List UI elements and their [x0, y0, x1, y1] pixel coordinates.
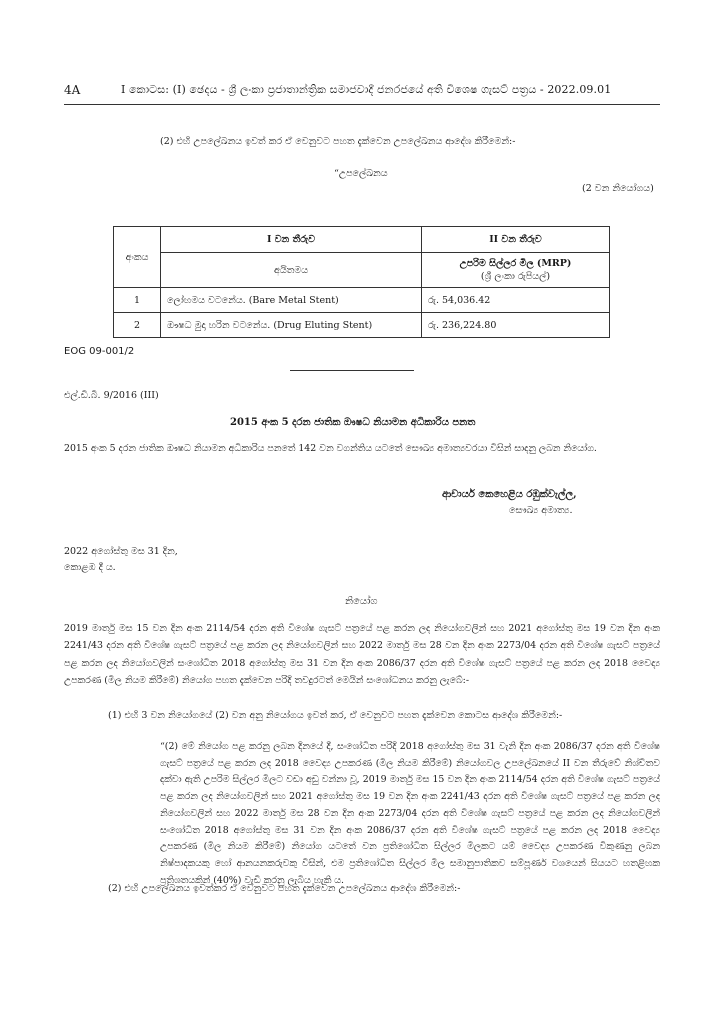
act-heading: 2015 අංක 5 දරන ජාතික ඖෂධ නියාමන අධිකාරිය පනත [230, 417, 476, 428]
section-separator [290, 370, 414, 371]
table-row [114, 288, 610, 313]
act-intro: 2015 අංක 5 දරන ජාතික ඖෂධ නියාමන අධිකාරිය පනතේ 142 වන වගන්තිය යටතේ සෞඛ්‍ය අමාත්‍යවරයා විසින් සාදනු ලබන නියෝග. [64, 443, 597, 454]
table-row [114, 313, 610, 338]
schedule-reference: (2 වන නියෝගය) [582, 183, 654, 194]
subheader-price-line2: (ශ්‍රී ලංකා රුපියල්) [480, 271, 551, 282]
subheader-price-line1: උපරිම සිල්ලර මිල (MRP) [459, 258, 572, 269]
date-line: 2022 අගෝස්තු මස 31 දින, [64, 546, 178, 557]
row-item: ලෝහමය වටනේය. (Bare Metal Stent) [161, 288, 422, 313]
price-table [113, 226, 610, 338]
header-rule [64, 104, 660, 105]
amendment-item-1: (1) එහි 3 වන නියෝගයේ (2) වන අනු නියෝගය ඉවත් කර, ඒ වෙනුවට පහත දැක්වෙන කොටස ආදේශ කිරීමෙන්:- [108, 710, 563, 721]
quoted-subregulation: “(2) මේ නියෝග පළ කරනු ලබන දිනයේ දී, සංශෝධිත පරිදි 2018 අගෝස්තු මස 31 වැනි දින අංක 2086/37 දරන අති විශේෂ ගැසට් පත්‍රයේ පළ කරන ලද 2018 වෛද්‍ය උපකරණ (මිල නියම කිරීමේ) නියෝගවල උපලේඛනයේ II වන තීරුවේ නිශ්චිතව දක්වා ඇති උපරිම සිල්ලර මිලට වඩා අඩු වන්නා වූ, 2019 මාර්තු මස 15 වන දින අංක 2114/54 දරන අති විශේෂ ගැසට් පත්‍රයේ පළ කරන ලද නියෝගවලින් සහ 2021 අගෝස්තු මස 19 වන දින අංක 2241/43 දරන අති විශේෂ ගැසට් පත්‍රයේ පළ කරන ලද නියෝගවලින් සහ 2022 මාර්තු මස 28 වන දින අංක 2273/04 දරන අති විශේෂ ගැසට් පත්‍රයේ පළ කරන ලද නියෝගවලින් සංශෝධිත 2018 අගෝස්තු මස 31 වන දින අංක 2086/37 දරන අති විශේෂ ගැසට් පත්‍රයේ පළ කරන ලද 2018 වෛද්‍ය උපකරණ (මිල නියම කිරීමේ) නියෝග යටතේ වන ප්‍රතිශෝධිත සිල්ලර මිලකට යම් වෛද්‍ය උපකරණ විකුණනු ලබන නිෂ්පාදකයකු හෝ ආනයනකරුවකු විසින්, එම ප්‍රතිශෝධිත සිල්ලර මිල සමානුපාතිකව සම්පූර්ණ වශයෙන් සියයට හතළිහක ප්‍රතිශතයකින් (40%) වැඩි කරනු ලැබිය හැකි ය. [160, 741, 660, 886]
subheader-item: අයිතමය [161, 253, 422, 288]
row-number: 2 [114, 313, 161, 338]
row-item: ඖෂධ මුදා හරින වටනේය. (Drug Eluting Stent) [161, 313, 422, 338]
page-number: 4A [64, 83, 81, 97]
intro-line: (2) එහි උපලේඛනය ඉවත් කර ඒ වෙනුවට පහත දැක්වෙන උපලේඛනය ආදේශ කිරීමෙන්:- [160, 136, 516, 147]
header-number: අංකය [114, 227, 161, 288]
regulations-heading: නියෝග [345, 596, 378, 607]
row-price: රු. 236,224.80 [422, 313, 610, 338]
regulations-paragraph: 2019 මාර්තු මස 15 වන දින අංක 2114/54 දරන අති විශේෂ ගැසට් පත්‍රයේ පළ කරන ලද නියෝගවලින් සහ 2021 අගෝස්තු මස 19 වන දින අංක 2241/43 දරන අති විශේෂ ගැසට් පත්‍රයේ පළ කරන ලද නියෝගවලින් සහ 2022 මාර්තු මස 28 වන දින අංක 2273/04 දරන අති විශේෂ ගැසට් පත්‍රයේ පළ කරන ලද නියෝගවලින් සංශෝධිත 2018 අගෝස්තු මස 31 වන දින අංක 2086/37 දරන අති විශේෂ ගැසට් පත්‍රයේ පළ කරන ලද 2018 වෛද්‍ය උපකරණ (මිල නියම කිරීමේ) නියෝග පහත දැක්වෙන පරිදි තවදුරටත් මෙයින් සංශෝධනය කරනු ලැබේ:- [64, 623, 660, 687]
gazette-header-title: I කොටස: (I) ඡෙදය - ශ්‍රී ලංකා ප්‍රජාතාන්ත්‍රික සමාජවාදී ජනරජයේ අති විශෙෂ ගැසට් පත්‍රය - 2022.09.01 [121, 83, 612, 96]
place-line: කොළඹ දී ය. [64, 562, 116, 573]
signatory-title: සෞඛ්‍ය අමාත්‍ය. [509, 505, 573, 516]
eog-reference: EOG 09-001/2 [64, 346, 135, 357]
subheader-price [422, 253, 610, 288]
signatory-name: ආචාර්ය කෙහෙළිය රඹුක්වැල්ල, [442, 489, 577, 500]
table-subheader-row [114, 253, 610, 288]
row-price: රු. 54,036.42 [422, 288, 610, 313]
amendment-item-2: (2) එහි උපලේඛනය ඉවත්කර ඒ වෙනුවට පහත දැක්වෙන උපලේඛනය ආදේශ කිරීමෙන්:- [108, 883, 461, 894]
row-number: 1 [114, 288, 161, 313]
header-column-2: II වන තීරුව [422, 227, 610, 253]
schedule-title: “උපලේඛනය [334, 168, 388, 179]
table-header-row [114, 227, 610, 253]
header-column-1: I වන තීරුව [161, 227, 422, 253]
gazette-reference: එල්.ඩී.බී. 9/2016 (III) [64, 390, 159, 401]
